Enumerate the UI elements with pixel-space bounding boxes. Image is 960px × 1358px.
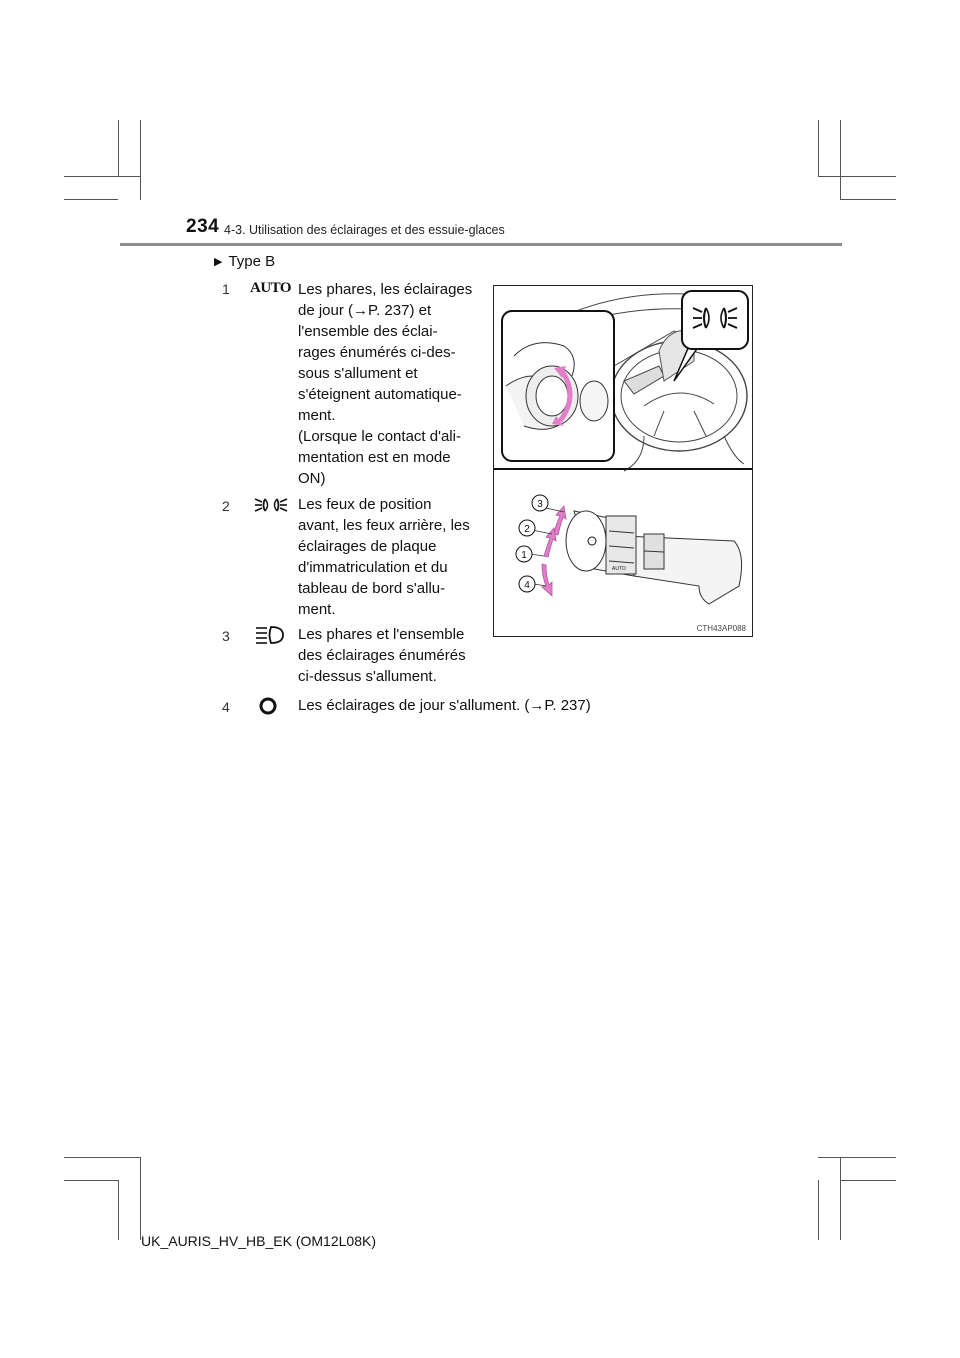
lighting-switch-illustration (493, 285, 753, 637)
daytime-running-light-icon (258, 696, 278, 721)
figure-code: CTH43AP088 (696, 624, 746, 633)
item-description (298, 279, 479, 489)
desc-line: mentation est en mode (298, 449, 451, 466)
crop-mark (118, 1180, 119, 1240)
desc-line: Les phares, les éclairages (298, 281, 473, 298)
crop-mark (64, 1180, 118, 1181)
desc-line: d'immatriculation et du (298, 559, 448, 576)
desc-line: ci-dessus s'allument. (298, 668, 437, 685)
combination-switch-stalk (566, 511, 742, 604)
position-light-icon (254, 494, 288, 521)
rotation-arrows (542, 506, 566, 596)
footer-code: UK_AURIS_HV_HB_EK (OM12L08K) (141, 1233, 376, 1249)
crop-mark (818, 120, 819, 177)
desc-line: ment. (298, 601, 336, 618)
callout-number: 3 (537, 499, 543, 510)
switch-auto-label: AUTO (612, 566, 626, 572)
desc-line: avant, les feux arrière, les (298, 517, 470, 534)
crop-mark (840, 1180, 896, 1181)
callout-number: 4 (524, 580, 530, 591)
triangle-bullet-icon: ▶ (214, 256, 223, 268)
hand-rotating-switch-zoom (502, 311, 614, 461)
crop-mark (818, 176, 896, 177)
desc-line: rages énumérés ci-des- (298, 344, 456, 361)
item-description (298, 624, 479, 687)
desc-line: l'ensemble des éclai- (298, 323, 438, 340)
crop-mark (118, 120, 119, 177)
desc-line: des éclairages énumérés (298, 647, 466, 664)
crop-mark (818, 1157, 896, 1158)
crop-mark (840, 1157, 841, 1240)
callout-number: 1 (521, 550, 527, 561)
desc-line: de jour (→P. 237) et (298, 302, 432, 319)
item-number: 3 (222, 628, 230, 644)
desc-line: Les phares et l'ensemble (298, 626, 465, 643)
desc-line: s'éteignent automatique- (298, 386, 462, 403)
header-rule (120, 243, 842, 246)
page-number: 234 (186, 216, 220, 237)
crop-mark (140, 1157, 141, 1240)
item-number: 4 (222, 699, 230, 715)
item-number: 2 (222, 498, 230, 514)
desc-line: Les feux de position (298, 496, 432, 513)
item-description (298, 494, 479, 620)
crop-mark (140, 120, 141, 200)
desc-line: sous s'allument et (298, 365, 418, 382)
callout-number: 2 (524, 524, 530, 535)
desc-line: (Lorsque le contact d'ali- (298, 428, 461, 445)
section-title: 4-3. Utilisation des éclairages et des essuie-glaces (224, 223, 505, 237)
auto-light-icon: AUTO (250, 280, 292, 296)
crop-mark (840, 199, 896, 200)
crop-mark (840, 120, 841, 200)
crop-mark (818, 1180, 819, 1240)
crop-mark (64, 1157, 140, 1158)
type-label (214, 253, 275, 270)
item-description: Les éclairages de jour s'allument. (→P. 237) (298, 697, 591, 714)
desc-line: éclairages de plaque (298, 538, 437, 555)
desc-line: ON) (298, 470, 326, 487)
desc-line: tableau de bord s'allu- (298, 580, 446, 597)
crop-mark (64, 199, 118, 200)
type-label-text: Type B (228, 253, 276, 270)
item-number: 1 (222, 281, 230, 297)
headlight-icon (254, 624, 284, 651)
crop-mark (64, 176, 140, 177)
desc-line: ment. (298, 407, 336, 424)
